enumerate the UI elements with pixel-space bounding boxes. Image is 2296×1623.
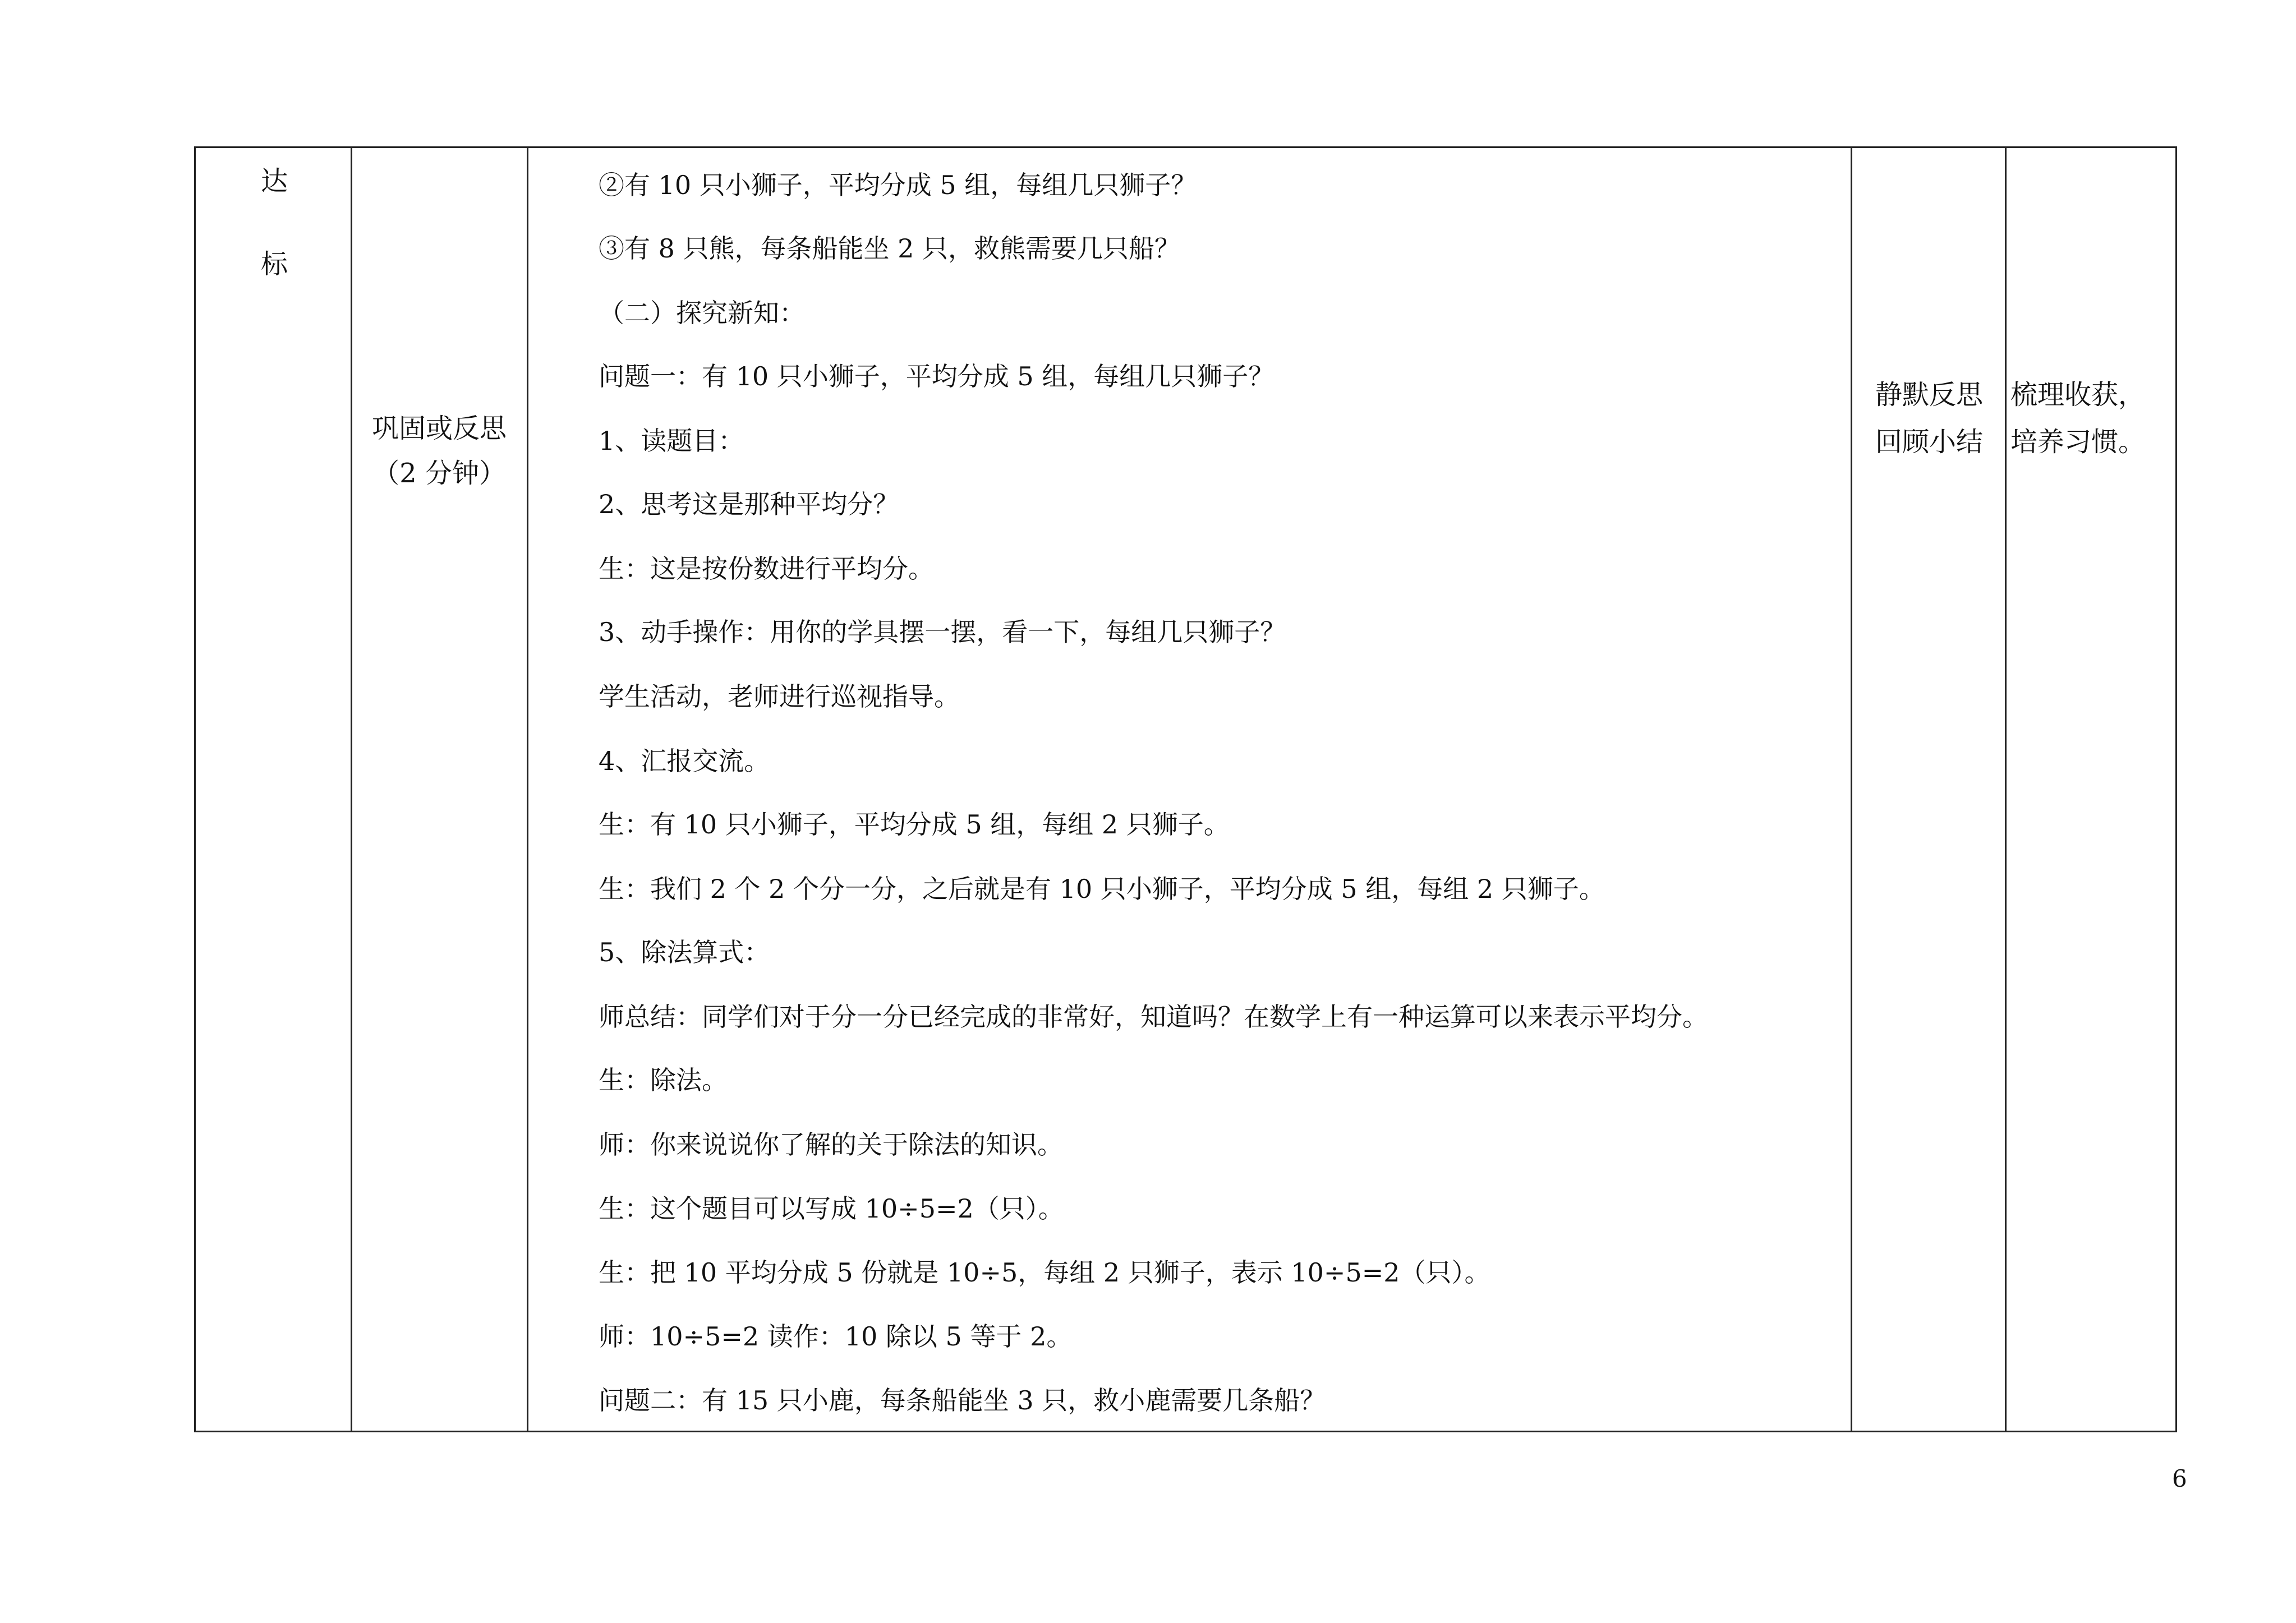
content-line: 师：10÷5=2 读作：10 除以 5 等于 2。	[599, 1321, 1073, 1352]
content-line: ②有 10 只小狮子，平均分成 5 组，每组几只狮子？	[599, 170, 1197, 200]
student-activity-line: 回顾小结	[1875, 426, 1983, 458]
content-line: 生：把 10 平均分成 5 份就是 10÷5，每组 2 只狮子，表示 10÷5=2（只）。	[599, 1257, 1490, 1288]
lesson-plan-table	[194, 146, 2177, 1432]
stage-label: 达	[261, 165, 288, 197]
content-line: ③有 8 只熊，每条船能坐 2 只，救熊需要几只船？	[599, 233, 1181, 264]
content-line: 生：除法。	[599, 1065, 728, 1095]
column-divider	[2005, 148, 2007, 1431]
content-line: 5、除法算式：	[599, 937, 770, 967]
student-activity-line: 静默反思	[1875, 379, 1983, 411]
content-line: 1、读题目：	[599, 426, 744, 456]
design-intent-cell	[2010, 371, 2173, 465]
content-line: 3、动手操作：用你的学具摆一摆，看一下，每组几只狮子？	[599, 617, 1286, 647]
content-line: 生：这是按份数进行平均分。	[599, 554, 934, 584]
phase-duration: （2 分钟）	[372, 458, 506, 489]
content-line: 生：有 10 只小狮子，平均分成 5 组，每组 2 只狮子。	[599, 809, 1230, 840]
stage-label: 标	[261, 248, 288, 280]
content-line: 4、汇报交流。	[599, 746, 770, 776]
content-line: 问题二：有 15 只小鹿，每条船能坐 3 只，救小鹿需要几条船？	[599, 1385, 1326, 1415]
design-intent-line: 梳理收获，	[2010, 379, 2146, 411]
content-line: （二）探究新知：	[599, 298, 805, 328]
student-activity-cell	[1855, 371, 2003, 465]
column-divider	[527, 148, 528, 1431]
content-line: 问题一：有 10 只小狮子，平均分成 5 组，每组几只狮子？	[599, 361, 1274, 391]
phase-cell	[352, 406, 527, 496]
column-divider	[351, 148, 352, 1431]
column-divider	[1851, 148, 1852, 1431]
content-line: 师：你来说说你了解的关于除法的知识。	[599, 1129, 1063, 1160]
content-line: 师总结：同学们对于分一分已经完成的非常好，知道吗？在数学上有一种运算可以来表示平均分。	[599, 1002, 1708, 1032]
design-intent-line: 培养习惯。	[2010, 426, 2146, 458]
content-line: 学生活动，老师进行巡视指导。	[599, 681, 960, 712]
content-line: 生：我们 2 个 2 个分一分，之后就是有 10 只小狮子，平均分成 5 组，每组 2 只狮子。	[599, 874, 1605, 904]
phase-name: 巩固或反思	[371, 413, 507, 444]
page-number: 6	[2172, 1465, 2187, 1492]
content-line: 生：这个题目可以写成 10÷5=2（只）。	[599, 1193, 1064, 1224]
content-line: 2、思考这是那种平均分？	[599, 489, 899, 519]
